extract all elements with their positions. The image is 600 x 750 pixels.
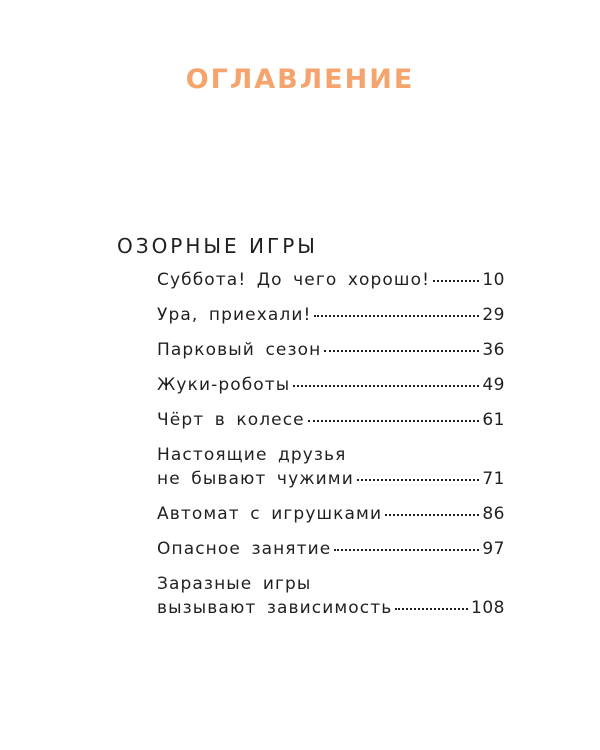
dot-leader xyxy=(433,280,479,282)
page-title: ОГЛАВЛЕНИЕ xyxy=(185,64,415,95)
toc-entry-title: Опасное занятие xyxy=(157,539,332,559)
toc-entry-title: Суббота! До чего хорошо! xyxy=(157,270,430,290)
toc-entry-row xyxy=(157,408,505,432)
toc-entry[interactable] xyxy=(157,572,505,620)
toc-entry-page: 61 xyxy=(482,410,505,430)
toc-entry[interactable] xyxy=(157,537,505,561)
toc-entry-row xyxy=(157,467,505,491)
toc-entry[interactable] xyxy=(157,303,505,327)
section-heading: ОЗОРНЫЕ ИГРЫ xyxy=(117,234,318,258)
toc-entry-row xyxy=(157,373,505,397)
toc-entry-row xyxy=(157,303,505,327)
toc-entry-page: 71 xyxy=(482,469,505,489)
toc-entry-page: 108 xyxy=(471,598,505,618)
toc-entry-title: Ура, приехали! xyxy=(157,305,312,325)
toc-entry[interactable] xyxy=(157,373,505,397)
toc-entry-row xyxy=(157,537,505,561)
toc-entry-page: 86 xyxy=(482,504,505,524)
toc-entry[interactable] xyxy=(157,338,505,362)
toc-entry-title: Жуки-роботы xyxy=(157,375,291,395)
toc-entry-title: Автомат с игрушками xyxy=(157,504,383,524)
toc-entry-title-line1: Настоящие друзья xyxy=(157,445,347,465)
toc-entry-row xyxy=(157,268,505,292)
toc-entry[interactable] xyxy=(157,268,505,292)
dot-leader xyxy=(308,420,480,422)
toc-entry[interactable] xyxy=(157,408,505,432)
toc-entry-title: не бывают чужими xyxy=(157,469,354,489)
toc-entry-title-line1: Заразные игры xyxy=(157,574,312,594)
toc-entry-title: Парковый сезон xyxy=(157,340,322,360)
toc-entry-row xyxy=(157,502,505,526)
toc-entry-page: 97 xyxy=(482,539,505,559)
toc-list xyxy=(157,268,505,631)
dot-leader xyxy=(357,479,479,481)
toc-entry[interactable] xyxy=(157,443,505,491)
dot-leader xyxy=(385,514,479,516)
toc-entry-row xyxy=(157,596,505,620)
toc-entry-title: вызывают зависимость xyxy=(157,598,393,618)
toc-entry-page: 49 xyxy=(482,375,505,395)
dot-leader xyxy=(324,350,479,352)
toc-entry-title: Чёрт в колесе xyxy=(157,410,305,430)
toc-entry-page: 29 xyxy=(482,305,505,325)
dot-leader xyxy=(395,608,468,610)
toc-entry-row xyxy=(157,338,505,362)
dot-leader xyxy=(293,385,479,387)
toc-entry-page: 10 xyxy=(482,270,505,290)
dot-leader xyxy=(334,549,479,551)
toc-entry[interactable] xyxy=(157,502,505,526)
toc-entry-page: 36 xyxy=(482,340,505,360)
dot-leader xyxy=(314,315,479,317)
